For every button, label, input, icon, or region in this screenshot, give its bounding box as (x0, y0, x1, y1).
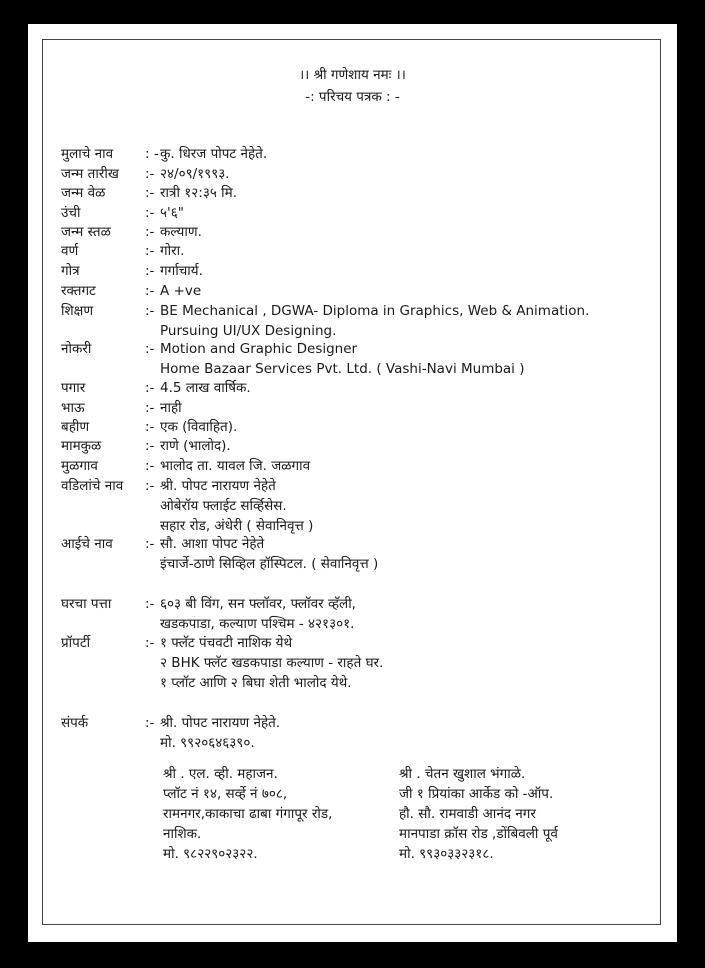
field-separator: :- (145, 341, 155, 357)
field-value-education: BE Mechanical , DGWA- Diploma in Graphics, Web & Animation. (160, 303, 590, 319)
contact-reference-line: मो. ९८२२९०२३२२. (163, 846, 258, 862)
field-label-job: नोकरी (61, 341, 92, 357)
field-label-height: उंची (61, 205, 81, 221)
field-value-birth-time: रात्री १२:३५ मि. (160, 185, 238, 201)
field-value-father-name: श्री. पोपट नारायण नेहेते (160, 478, 276, 494)
field-separator: :- (145, 458, 155, 474)
field-value-home-address: ६०३ बी विंग, सन फ्लॉवर, फ्लॉवर व्हॅली, (160, 596, 356, 612)
field-value-brother: नाही (160, 400, 182, 416)
field-value-mother-name: इंचार्जे-ठाणे सिव्हिल हॉस्पिटल. ( सेवानिवृत्त ) (160, 556, 379, 572)
field-label-complexion: वर्ण (61, 243, 79, 259)
field-label-gotra: गोत्र (61, 263, 80, 279)
page-title: -: परिचय पत्रक : - (305, 89, 400, 105)
field-value-height: ५'६" (160, 205, 184, 221)
field-value-maternal-clan: राणे (भालोद). (160, 438, 231, 454)
field-value-property: २ BHK फ्लॅट खडकपाडा कल्याण - राहते घर. (160, 655, 384, 671)
field-value-native-place: भालोद ता. यावल जि. जळगाव (160, 458, 311, 474)
field-separator: :- (145, 224, 155, 240)
field-label-property: प्रॉपर्टी (61, 635, 91, 651)
field-separator: :- (145, 185, 155, 201)
field-separator: : - (145, 146, 159, 162)
field-label-birth-place: जन्म स्तळ (61, 224, 111, 240)
contact-reference-line: प्लॉट नं १४, सर्व्हे नं ७०८, (163, 786, 288, 802)
field-label-contact: संपर्क (61, 715, 89, 731)
field-separator: :- (145, 303, 155, 319)
field-value-sister: एक (विवाहित). (160, 419, 238, 435)
field-value-mother-name: सौ. आशा पोपट नेहेते (160, 536, 265, 552)
field-label-home-address: घरचा पत्ता (61, 596, 112, 612)
field-value-home-address: खडकपाडा, कल्याण पश्चिम - ४२१३०१. (160, 616, 355, 632)
contact-reference-line: हौ. सौ. रामवाडी आनंद नगर (399, 806, 536, 822)
field-label-father-name: वडिलांचे नाव (61, 478, 124, 494)
field-value-complexion: गोरा. (160, 243, 185, 259)
field-value-birth-date: २४/०९/१९९३. (160, 166, 230, 182)
field-separator: :- (145, 478, 155, 494)
field-separator: :- (145, 419, 155, 435)
field-value-name: कु. धिरज पोपट नेहेते. (160, 146, 268, 162)
field-value-job: Motion and Graphic Designer (160, 341, 358, 357)
field-label-native-place: मुळगाव (61, 458, 98, 474)
field-value-birth-place: कल्याण. (160, 224, 202, 240)
field-separator: :- (145, 263, 155, 279)
field-value-property: १ प्लॉट आणि २ बिघा शेती भालोद येथे. (160, 675, 352, 691)
field-label-blood-group: रक्तगट (61, 283, 96, 299)
field-value-job: Home Bazaar Services Pvt. Ltd. ( Vashi-Navi Mumbai ) (160, 361, 525, 377)
field-label-sister: बहीण (61, 419, 90, 435)
contact-reference-line: मो. ९९३०३३२३१८. (399, 846, 494, 862)
field-value-contact: श्री. पोपट नारायण नेहेते. (160, 715, 281, 731)
field-value-education: Pursuing UI/UX Designing. (160, 323, 337, 339)
field-value-salary: 4.5 लाख वार्षिक. (160, 380, 251, 396)
field-separator: :- (145, 166, 155, 182)
field-separator: :- (145, 596, 155, 612)
field-label-education: शिक्षण (61, 303, 94, 319)
contact-reference-line: जी १ प्रियांका आर्केड को -ऑप. (399, 786, 554, 802)
field-value-blood-group: A +ve (160, 283, 202, 299)
field-separator: :- (145, 635, 155, 651)
field-label-salary: पगार (61, 380, 86, 396)
field-label-maternal-clan: मामकुळ (61, 438, 102, 454)
field-label-birth-date: जन्म तारीख (61, 166, 119, 182)
invocation-heading: ।। श्री गणेशाय नमः ।। (299, 67, 406, 83)
field-label-mother-name: आईचे नाव (61, 536, 113, 552)
contact-reference-line: मानपाडा क्रॉस रोड ,डोंबिवली पूर्व (399, 826, 558, 842)
page-border (42, 39, 661, 925)
field-separator: :- (145, 205, 155, 221)
field-value-father-name: सहार रोड, अंधेरी ( सेवानिवृत्त ) (160, 518, 314, 534)
field-separator: :- (145, 400, 155, 416)
contact-reference-line: रामनगर,काकाचा ढाबा गंगापूर रोड, (163, 806, 333, 822)
field-separator: :- (145, 380, 155, 396)
field-label-brother: भाऊ (61, 400, 85, 416)
field-value-gotra: गर्गाचार्य. (160, 263, 203, 279)
field-value-property: १ फ्लॅट पंचवटी नाशिक येथे (160, 635, 293, 651)
biodata-page (28, 24, 677, 942)
contact-reference-line: श्री . चेतन खुशाल भंगाळे. (399, 766, 526, 782)
field-separator: :- (145, 243, 155, 259)
field-separator: :- (145, 283, 155, 299)
contact-reference-line: नाशिक. (163, 826, 202, 842)
field-label-name: मुलाचे नाव (61, 146, 114, 162)
field-label-birth-time: जन्म वेळ (61, 185, 106, 201)
field-separator: :- (145, 715, 155, 731)
field-value-contact: मो. ९९२०६४६३९०. (160, 735, 255, 751)
field-separator: :- (145, 438, 155, 454)
field-value-father-name: ओबेरॉय फ्लाईट सर्व्हिसेस. (160, 498, 287, 514)
field-separator: :- (145, 536, 155, 552)
contact-reference-line: श्री . एल. व्ही. महाजन. (163, 766, 278, 782)
